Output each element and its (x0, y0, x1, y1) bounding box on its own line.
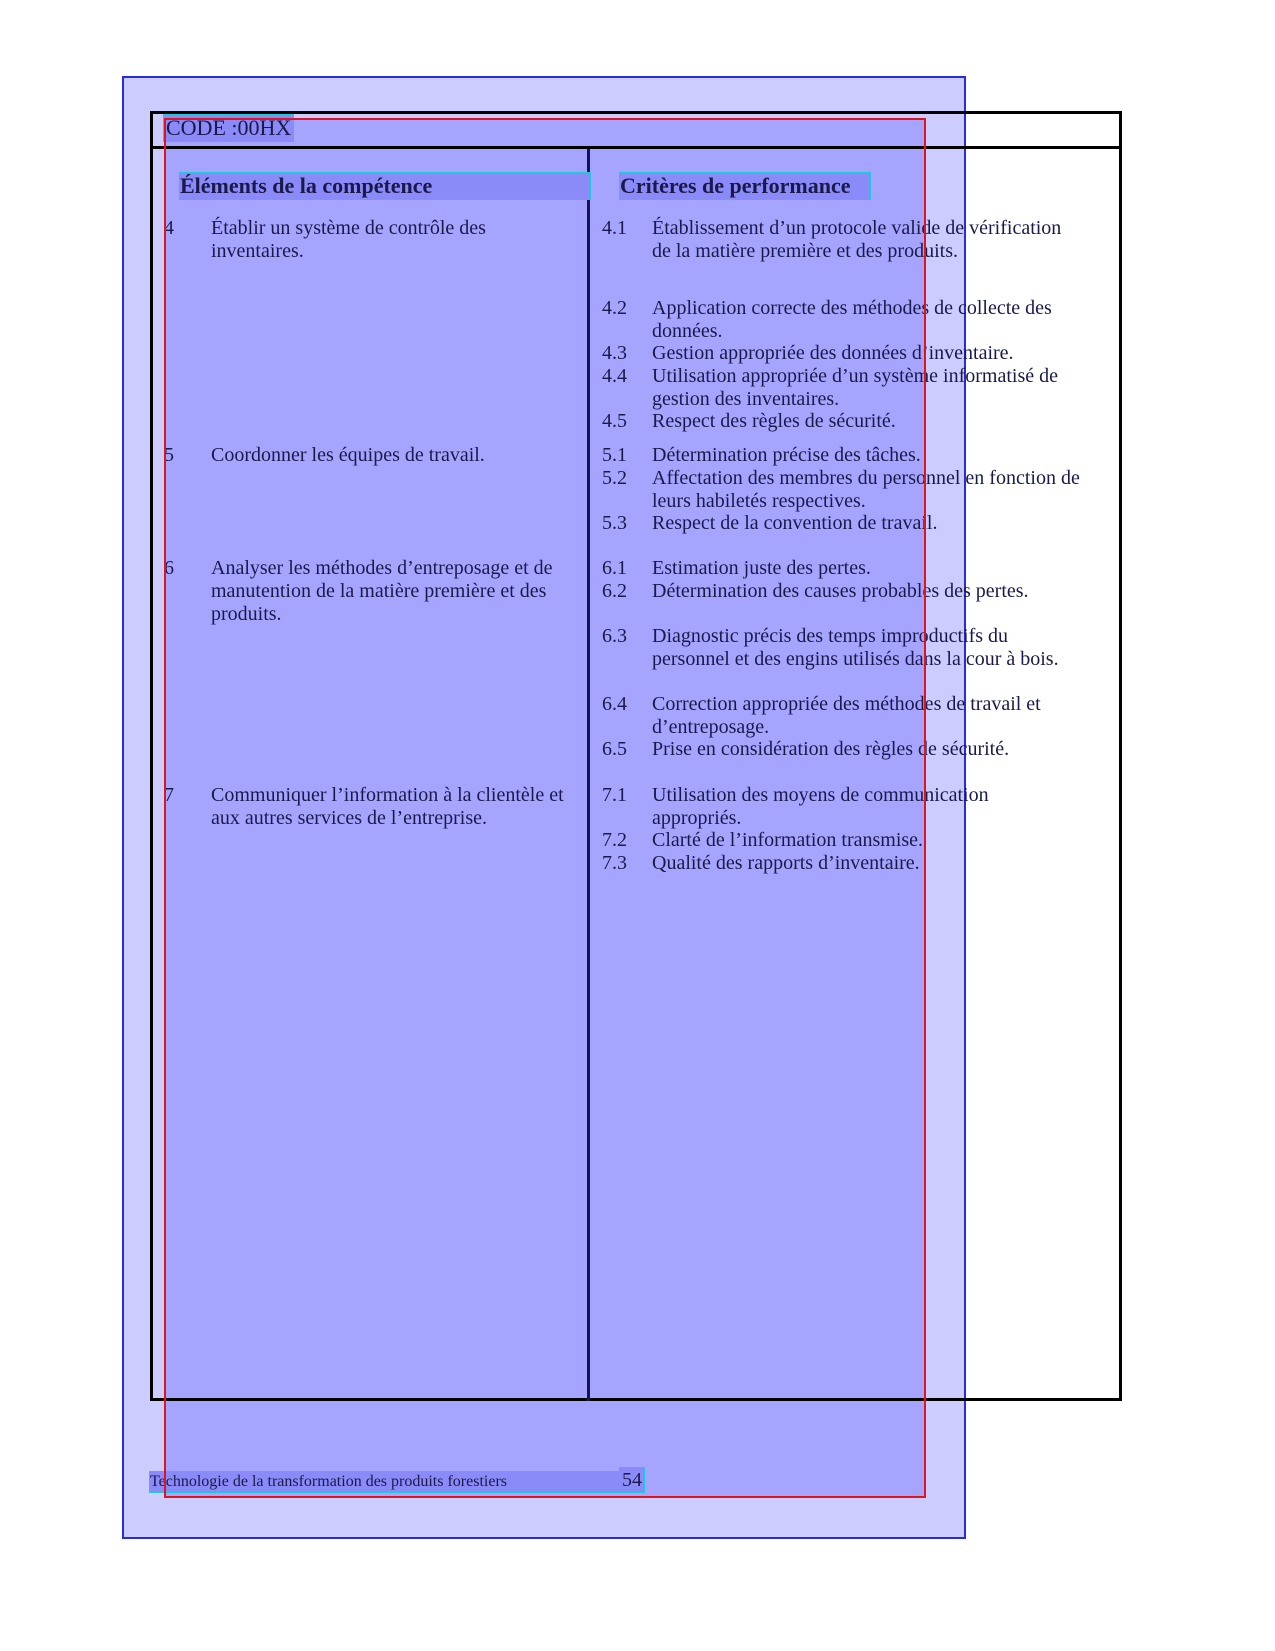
criterion-number: 6.1 (602, 557, 627, 579)
element-number: 6 (164, 557, 174, 579)
course-code: CODE :00HX (166, 115, 292, 140)
criterion-text: Gestion appropriée des données d’inventaire. (652, 342, 1014, 364)
criterion-number: 4.3 (602, 342, 627, 364)
criterion-text: Clarté de l’information transmise. (652, 829, 924, 851)
element-number: 5 (164, 444, 174, 466)
criterion-text: Détermination précise des tâches. (652, 444, 921, 466)
criterion-text: Application correcte des méthodes de collecte des données. (652, 297, 1052, 342)
criteria-heading: Critères de performance (620, 173, 870, 199)
element-text: Analyser les méthodes d’entreposage et de manutention de la matière première et des produits. (211, 557, 553, 625)
criterion-number: 7.2 (602, 829, 627, 851)
criterion-text: Respect des règles de sécurité. (652, 410, 896, 432)
criterion-number: 7.1 (602, 784, 627, 806)
criterion-text: Estimation juste des pertes. (652, 557, 871, 579)
page-number: 54 (622, 1469, 642, 1491)
criterion-number: 4.2 (602, 297, 627, 319)
element-text: Établir un système de contrôle des inventaires. (211, 217, 486, 262)
element-text: Communiquer l’information à la clientèle et aux autres services de l’entreprise. (211, 784, 564, 829)
criterion-number: 6.5 (602, 738, 627, 760)
criterion-text: Détermination des causes probables des pertes. (652, 580, 1029, 602)
criterion-text: Diagnostic précis des temps improductifs du personnel et des engins utilisés dans la cour à bois. (652, 625, 1059, 670)
criterion-text: Utilisation appropriée d’un système informatisé de gestion des inventaires. (652, 365, 1059, 410)
criterion-text: Correction appropriée des méthodes de travail et d’entreposage. (652, 693, 1041, 738)
element-number: 4 (164, 217, 174, 239)
element-text: Coordonner les équipes de travail. (211, 444, 485, 466)
criterion-number: 4.4 (602, 365, 627, 387)
criterion-text: Établissement d’un protocole valide de vérification de la matière première et des produits. (652, 217, 1062, 262)
criterion-text: Prise en considération des règles de sécurité. (652, 738, 1010, 760)
criterion-text: Utilisation des moyens de communication appropriés. (652, 784, 989, 829)
criterion-number: 4.1 (602, 217, 627, 239)
criterion-number: 5.3 (602, 512, 627, 534)
element-number: 7 (164, 784, 174, 806)
criterion-number: 7.3 (602, 852, 627, 874)
criterion-number: 4.5 (602, 410, 627, 432)
selection-frame (164, 118, 926, 1498)
criterion-number: 6.3 (602, 625, 627, 647)
criterion-number: 6.2 (602, 580, 627, 602)
footer-program-title: Technologie de la transformation des produits forestiers (150, 1472, 620, 1492)
criterion-number: 5.1 (602, 444, 627, 466)
elements-heading: Éléments de la compétence (180, 173, 590, 199)
criterion-number: 5.2 (602, 467, 627, 489)
criterion-number: 6.4 (602, 693, 627, 715)
criterion-text: Affectation des membres du personnel en fonction de leurs habiletés respectives. (652, 467, 1080, 512)
criterion-text: Qualité des rapports d’inventaire. (652, 852, 920, 874)
criterion-text: Respect de la convention de travail. (652, 512, 938, 534)
